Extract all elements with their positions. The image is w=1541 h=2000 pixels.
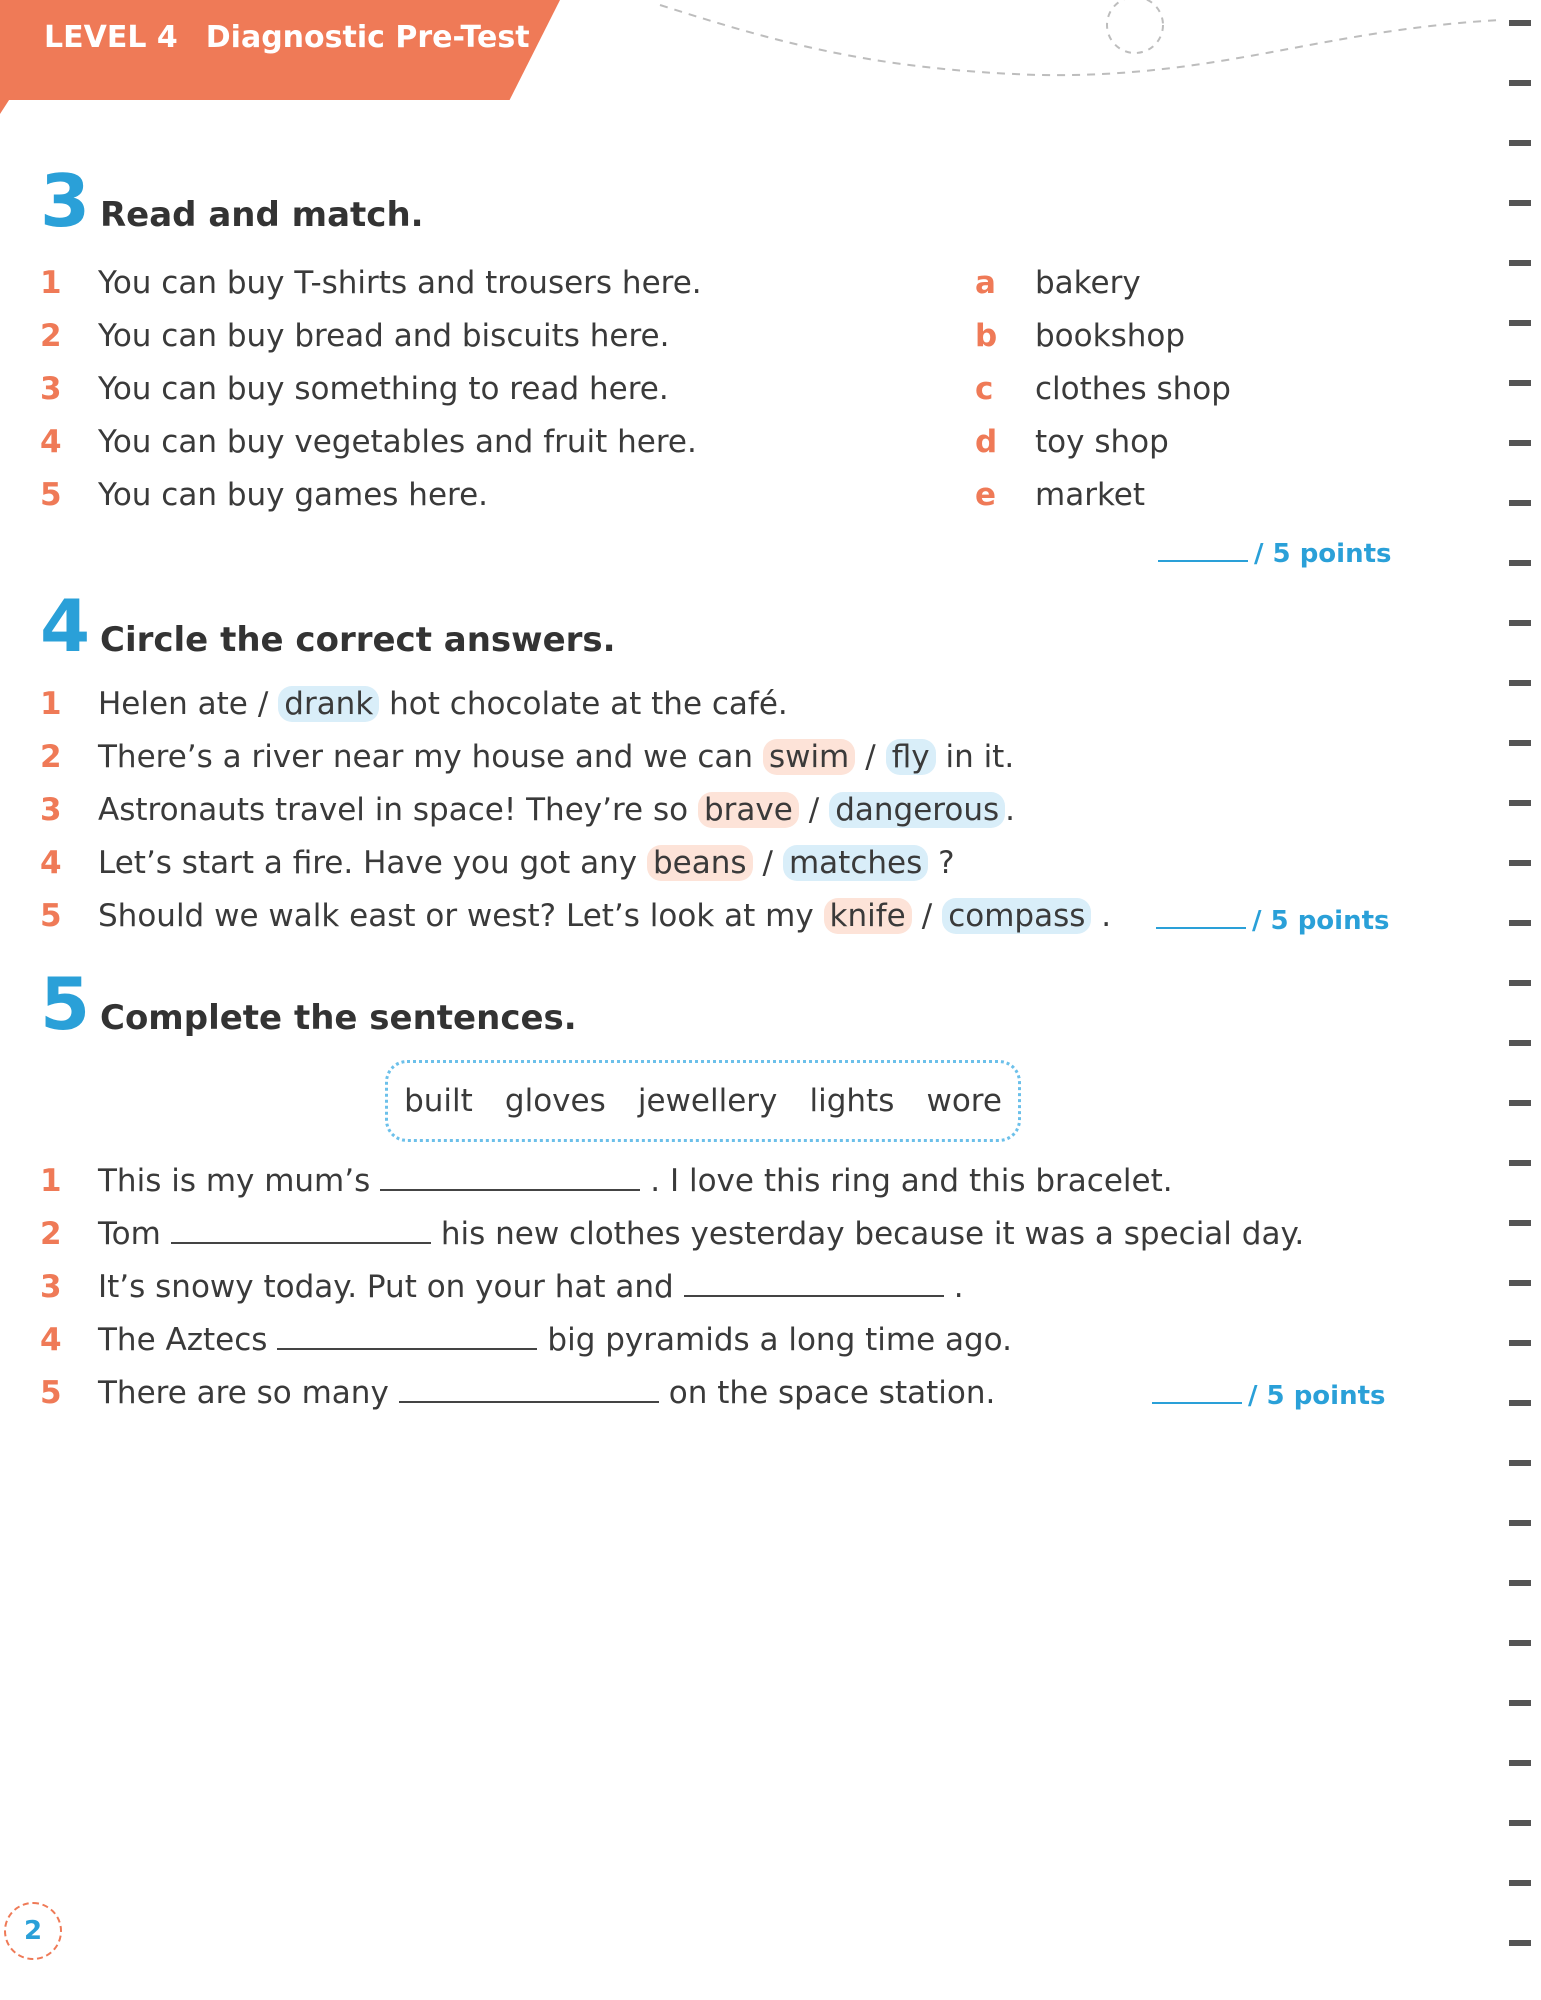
choice-item bbox=[40, 739, 1014, 775]
fill-item bbox=[40, 1322, 1012, 1358]
choice-item bbox=[40, 792, 1015, 828]
item-text: Helen bbox=[98, 686, 188, 722]
item-number: 4 bbox=[40, 845, 62, 881]
answer-blank[interactable] bbox=[684, 1269, 944, 1297]
match-item bbox=[40, 318, 670, 354]
item-text: on the space station. bbox=[668, 1375, 996, 1411]
section-title: Read and match. bbox=[100, 195, 424, 235]
word-bank-item: jewellery bbox=[637, 1083, 778, 1119]
answer-blank[interactable] bbox=[277, 1322, 537, 1350]
section-3-header bbox=[40, 159, 424, 243]
match-option bbox=[975, 318, 1185, 354]
item-text: ? bbox=[938, 845, 955, 881]
choice-item bbox=[40, 845, 955, 881]
match-item bbox=[40, 424, 697, 460]
choice-option[interactable]: ate bbox=[197, 686, 248, 722]
match-option bbox=[975, 371, 1231, 407]
match-option bbox=[975, 265, 1141, 301]
item-text: This is my mum’s bbox=[98, 1163, 371, 1199]
item-text: Tom bbox=[98, 1216, 161, 1252]
spiral-binding bbox=[1501, 0, 1541, 2000]
item-number: 5 bbox=[40, 1375, 62, 1411]
option-letter: a bbox=[975, 265, 996, 301]
item-number: 1 bbox=[40, 265, 62, 301]
item-text: There are so many bbox=[98, 1375, 389, 1411]
score-blank[interactable] bbox=[1152, 1380, 1242, 1404]
item-number: 2 bbox=[40, 1216, 62, 1252]
fill-item bbox=[40, 1269, 964, 1305]
item-number: 2 bbox=[40, 318, 62, 354]
choice-separator: / bbox=[921, 898, 933, 934]
points-label: / 5 points bbox=[1254, 539, 1392, 569]
section-number: 4 bbox=[40, 584, 91, 668]
word-bank bbox=[385, 1060, 1021, 1142]
fill-item bbox=[40, 1375, 995, 1411]
answer-blank[interactable] bbox=[380, 1163, 640, 1191]
match-option bbox=[975, 424, 1169, 460]
option-letter: e bbox=[975, 477, 997, 513]
item-text: . bbox=[1101, 898, 1112, 934]
header-title bbox=[44, 20, 530, 55]
choice-option[interactable]: swim bbox=[763, 739, 855, 775]
points-label: / 5 points bbox=[1248, 1381, 1386, 1411]
fill-item bbox=[40, 1216, 1304, 1252]
item-text: Should we walk east or west? Let’s look at my bbox=[98, 898, 814, 934]
section-number: 3 bbox=[40, 159, 91, 243]
item-text: . I love this ring and this bracelet. bbox=[650, 1163, 1173, 1199]
word-bank-item: lights bbox=[809, 1083, 895, 1119]
item-number: 5 bbox=[40, 477, 62, 513]
item-text: You can buy something to read here. bbox=[98, 371, 669, 407]
item-text: hot chocolate at the café. bbox=[389, 686, 788, 722]
choice-option[interactable]: compass bbox=[942, 898, 1091, 934]
option-text: market bbox=[1035, 477, 1146, 513]
choice-option[interactable]: brave bbox=[698, 792, 799, 828]
item-number: 4 bbox=[40, 424, 62, 460]
item-text: . bbox=[953, 1269, 964, 1305]
item-text: his new clothes yesterday because it was a special day. bbox=[440, 1216, 1305, 1252]
option-text: bookshop bbox=[1035, 318, 1186, 354]
page-number: 2 bbox=[4, 1902, 62, 1960]
choice-option[interactable]: matches bbox=[783, 845, 928, 881]
word-bank-item: wore bbox=[926, 1083, 1002, 1119]
score-field bbox=[1158, 538, 1392, 569]
section-title: Circle the correct answers. bbox=[100, 620, 616, 660]
match-item bbox=[40, 265, 702, 301]
item-text: It’s snowy today. Put on your hat and bbox=[98, 1269, 674, 1305]
fill-item bbox=[40, 1163, 1173, 1199]
answer-blank[interactable] bbox=[171, 1216, 431, 1244]
item-text: . bbox=[1005, 792, 1015, 828]
item-text: Astronauts travel in space! They’re so bbox=[98, 792, 689, 828]
item-number: 3 bbox=[40, 792, 62, 828]
choice-option[interactable]: drank bbox=[278, 686, 379, 722]
item-number: 1 bbox=[40, 686, 62, 722]
option-text: toy shop bbox=[1035, 424, 1169, 460]
match-item bbox=[40, 477, 488, 513]
points-label: / 5 points bbox=[1252, 906, 1390, 936]
item-text: Let’s start a fire. Have you got any bbox=[98, 845, 638, 881]
answer-blank[interactable] bbox=[399, 1375, 659, 1403]
match-item bbox=[40, 371, 669, 407]
score-blank[interactable] bbox=[1158, 538, 1248, 562]
choice-separator: / bbox=[808, 792, 820, 828]
item-number: 3 bbox=[40, 371, 62, 407]
decorative-dashed-path bbox=[620, 0, 1500, 90]
item-text: You can buy vegetables and fruit here. bbox=[98, 424, 697, 460]
choice-separator: / bbox=[865, 739, 876, 775]
item-text: You can buy T-shirts and trousers here. bbox=[98, 265, 702, 301]
option-letter: c bbox=[975, 371, 994, 407]
choice-option[interactable]: beans bbox=[647, 845, 753, 881]
item-number: 2 bbox=[40, 739, 62, 775]
item-text: You can buy games here. bbox=[98, 477, 489, 513]
score-field bbox=[1156, 905, 1390, 936]
choice-option[interactable]: dangerous bbox=[829, 792, 1005, 828]
section-5-header bbox=[40, 962, 577, 1046]
level-label: LEVEL 4 bbox=[44, 20, 178, 55]
score-blank[interactable] bbox=[1156, 905, 1246, 929]
option-letter: d bbox=[975, 424, 998, 460]
item-number: 4 bbox=[40, 1322, 62, 1358]
choice-option[interactable]: fly bbox=[886, 739, 936, 775]
option-text: bakery bbox=[1035, 265, 1141, 301]
section-title: Complete the sentences. bbox=[100, 998, 577, 1038]
word-bank-item: built bbox=[404, 1083, 473, 1119]
word-bank-item: gloves bbox=[504, 1083, 606, 1119]
choice-item bbox=[40, 898, 1111, 934]
section-number: 5 bbox=[40, 962, 91, 1046]
item-text: The Aztecs bbox=[98, 1322, 268, 1358]
choice-option[interactable]: knife bbox=[824, 898, 912, 934]
section-4-header bbox=[40, 584, 616, 668]
choice-separator: / bbox=[762, 845, 773, 881]
item-text: There’s a river near my house and we can bbox=[98, 739, 754, 775]
test-title: Diagnostic Pre-Test bbox=[205, 20, 530, 55]
match-option bbox=[975, 477, 1145, 513]
item-number: 5 bbox=[40, 898, 62, 934]
item-text: You can buy bread and biscuits here. bbox=[98, 318, 670, 354]
item-number: 1 bbox=[40, 1163, 62, 1199]
choice-separator: / bbox=[257, 686, 269, 722]
item-text: in it. bbox=[945, 739, 1015, 775]
item-text: big pyramids a long time ago. bbox=[547, 1322, 1012, 1358]
score-field bbox=[1152, 1380, 1386, 1411]
item-number: 3 bbox=[40, 1269, 62, 1305]
choice-item bbox=[40, 686, 788, 722]
option-letter: b bbox=[975, 318, 998, 354]
option-text: clothes shop bbox=[1035, 371, 1231, 407]
